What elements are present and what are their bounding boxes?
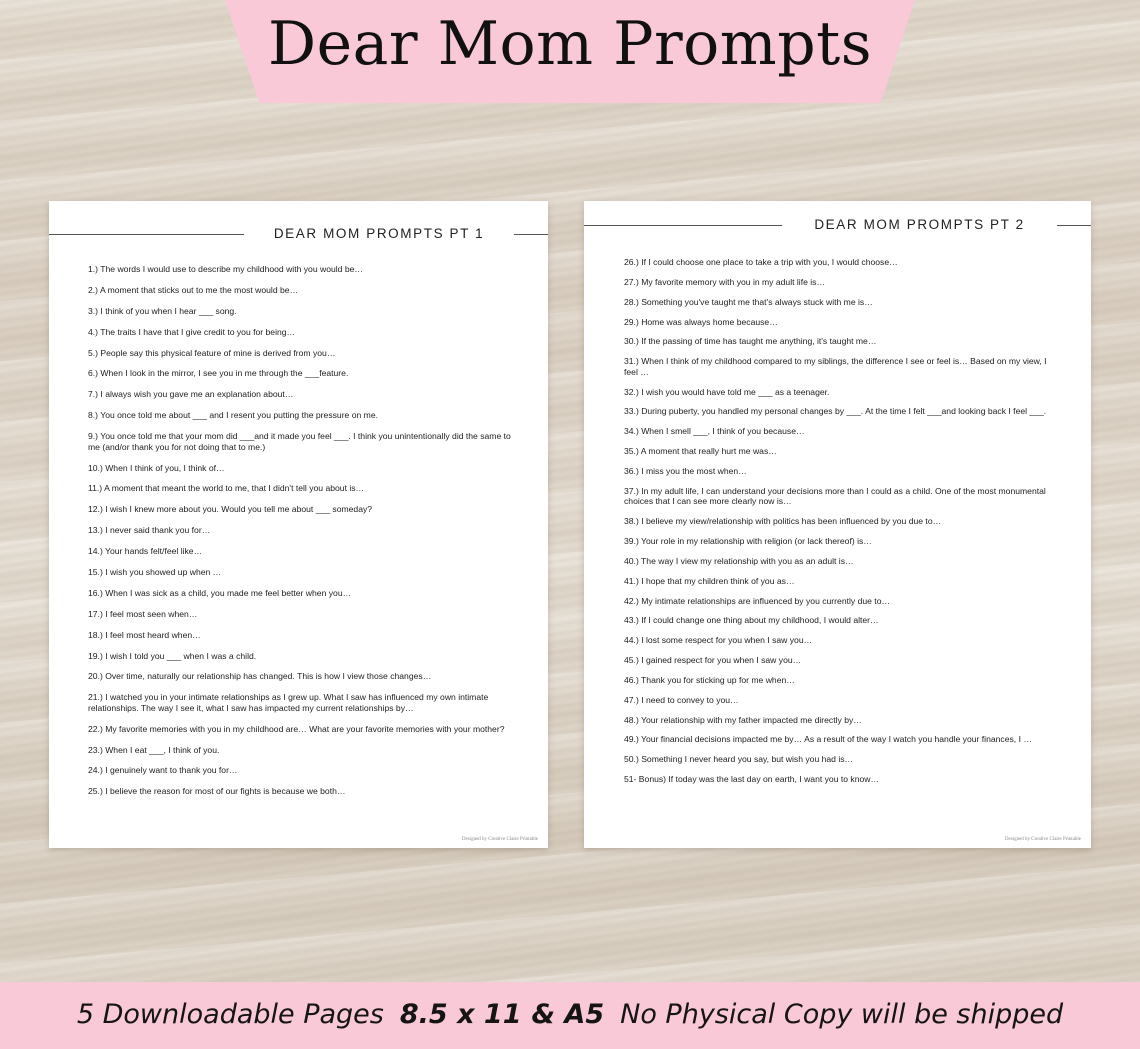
prompt-item: 13.) I never said thank you for… <box>88 525 211 536</box>
page-title: DEAR MOM PROMPTS PT 2 <box>814 217 1025 232</box>
prompt-item: 51- Bonus) If today was the last day on earth, I want you to know… <box>624 774 880 785</box>
banner-title: Dear Mom Prompts <box>267 9 873 79</box>
prompt-item: 24.) I genuinely want to thank you for… <box>88 765 238 776</box>
prompt-item: 27.) My favorite memory with you in my adult life is… <box>624 276 826 287</box>
prompt-item: 45.) I gained respect for you when I saw you… <box>624 655 802 666</box>
prompt-item: 41.) I hope that my children think of you as… <box>624 575 795 586</box>
prompt-item: 34.) When I smell ___, I think of you because… <box>624 426 805 437</box>
prompt-item: 5.) People say this physical feature of mine is derived from you… <box>88 347 336 358</box>
prompt-item: 1.) The words I would use to describe my childhood with you would be… <box>88 264 363 274</box>
prompt-item: 32.) I wish you would have told me ___ as a teenager. <box>624 386 830 397</box>
header-rule-right <box>514 234 548 235</box>
prompt-item: 15.) I wish you showed up when … <box>88 566 222 577</box>
page-title: DEAR MOM PROMPTS PT 1 <box>273 226 485 241</box>
designer-credit: Designed by Creative Claire Printable <box>1004 837 1081 842</box>
prompt-list <box>624 257 1049 794</box>
prompt-item: 37.) In my adult life, I can understand your decisions more than I could as a child. One of the most monumental choices that I can see more clearly now is… <box>624 485 1046 507</box>
prompt-item: 7.) I always wish you gave me an explanation about… <box>88 389 294 400</box>
prompt-item: 29.) Home was always home because… <box>624 316 778 327</box>
prompt-item: 38.) I believe my view/relationship with politics has been influenced by you due to… <box>624 516 942 527</box>
prompt-item: 50.) Something I never heard you say, but wish you had is… <box>624 754 854 765</box>
prompt-item: 30.) If the passing of time has taught me anything, it's taught me… <box>624 336 877 347</box>
prompt-item: 23.) When I eat ___, I think of you. <box>88 744 220 755</box>
prompt-list <box>88 264 513 807</box>
prompt-item: 33.) During puberty, you handled my personal changes by ___. At the time I felt ___and looking back I feel ___. <box>624 406 1047 417</box>
prompt-item: 22.) My favorite memories with you in my childhood are… What are your favorite memories with your mother? <box>88 723 505 734</box>
designer-credit: Designed by Creative Claire Printable <box>461 837 538 842</box>
prompt-item: 36.) I miss you the most when… <box>624 465 747 476</box>
header-rule-left <box>584 225 782 226</box>
prompt-item: 39.) Your role in my relationship with religion (or lack thereof) is… <box>624 535 872 546</box>
prompt-item: 4.) The traits I have that I give credit to you for being… <box>88 326 296 337</box>
prompt-item: 17.) I feel most seen when… <box>88 608 198 619</box>
prompt-item: 3.) I think of you when I hear ___ song. <box>88 305 237 316</box>
prompt-item: 28.) Something you've taught me that's always stuck with me is… <box>624 296 873 307</box>
prompt-item: 49.) Your financial decisions impacted me by… As a result of the way I watch you handle your finances, I … <box>624 734 1032 745</box>
footer-shipping-text: No Physical Copy will be shipped <box>620 999 1064 1030</box>
prompt-item: 43.) If I could change one thing about my childhood, I would alter… <box>624 615 879 626</box>
footer-pages-text: 5 Downloadable Pages <box>76 999 384 1030</box>
prompt-item: 6.) When I look in the mirror, I see you in me through the ___feature. <box>88 368 349 379</box>
prompt-page-2 <box>584 201 1091 848</box>
footer-size-text: 8.5 x 11 <box>399 999 522 1030</box>
prompt-item: 16.) When I was sick as a child, you made me feel better when you… <box>88 587 352 598</box>
prompt-item: 2.) A moment that sticks out to me the most would be… <box>88 284 299 295</box>
header-rule-right <box>1057 225 1091 226</box>
prompt-item: 31.) When I think of my childhood compared to my siblings, the difference I see or feel is… Based on my view, I feel … <box>624 356 1047 377</box>
prompt-item: 47.) I need to convey to you… <box>624 694 739 705</box>
prompt-item: 8.) You once told me about ___ and I resent you putting the pressure on me. <box>88 410 378 421</box>
prompt-item: 19.) I wish I told you ___ when I was a child. <box>88 650 257 661</box>
prompt-item: 42.) My intimate relationships are influenced by you currently due to… <box>624 595 891 606</box>
prompt-item: 10.) When I think of you, I think of… <box>88 462 225 473</box>
prompt-item: 44.) I lost some respect for you when I saw you… <box>624 635 813 646</box>
prompt-item: 25.) I believe the reason for most of our fights is because we both… <box>88 786 346 797</box>
prompt-page-1 <box>49 201 548 848</box>
prompt-item: 48.) Your relationship with my father impacted me directly by… <box>624 714 862 725</box>
prompt-item: 21.) I watched you in your intimate relationships as I grew up. What I saw has influenced my own intimate relationships. The way I see it, what I saw has impacted my current relationships by… <box>88 692 489 713</box>
prompt-item: 46.) Thank you for sticking up for me when… <box>624 674 795 685</box>
footer-a5-text: & A5 <box>531 999 605 1030</box>
prompt-item: 9.) You once told me that your mom did ___and it made you feel ___. I think you unintentionally did the same to me (and/or thank you for not doing that to me.) <box>88 431 511 452</box>
prompt-item: 26.) If I could choose one place to take a trip with you, I would choose… <box>624 257 898 267</box>
page-header <box>49 224 548 244</box>
prompt-item: 35.) A moment that really hurt me was… <box>624 446 777 457</box>
prompt-item: 11.) A moment that meant the world to me, that I didn't tell you about is… <box>88 483 365 494</box>
footer-text <box>0 995 1140 1035</box>
prompt-item: 18.) I feel most heard when… <box>88 629 201 640</box>
prompt-item: 14.) Your hands felt/feel like… <box>88 546 203 557</box>
prompt-item: 20.) Over time, naturally our relationship has changed. This is how I view those changes… <box>88 671 432 682</box>
prompt-item: 12.) I wish I knew more about you. Would you tell me about ___ someday? <box>88 504 373 515</box>
page-header <box>584 215 1091 235</box>
header-rule-left <box>49 234 244 235</box>
prompt-item: 40.) The way I view my relationship with you as an adult is… <box>624 555 854 566</box>
